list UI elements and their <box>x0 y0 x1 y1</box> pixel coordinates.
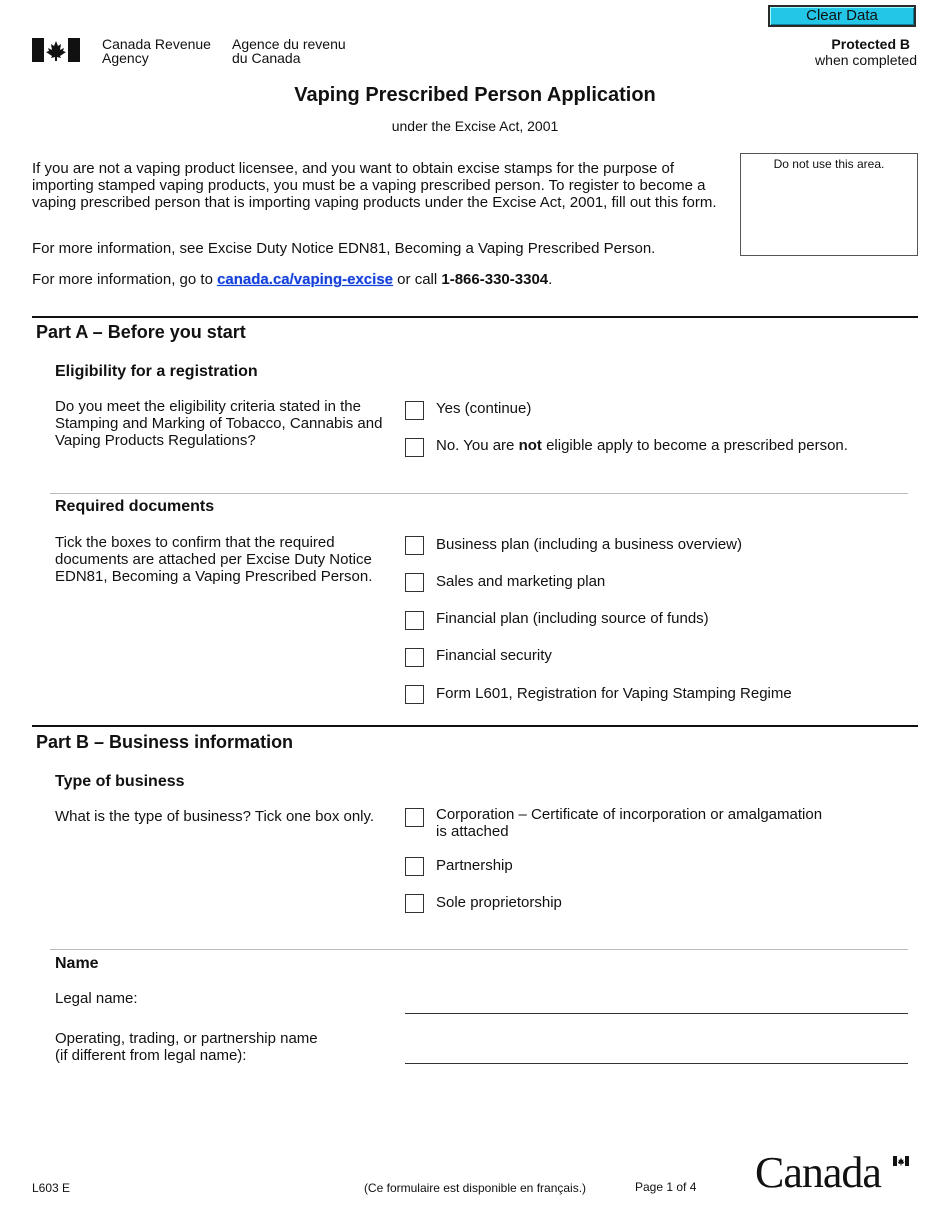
section-divider <box>50 493 908 494</box>
canada-wordmark: Canada <box>755 1148 881 1197</box>
when-completed-label: when completed <box>815 52 917 68</box>
dept-en-line1: Canada Revenue <box>102 36 211 52</box>
no-text-post: eligible apply to become a prescribed person. <box>541 437 848 454</box>
operating-name-label-line1: Operating, trading, or partnership name <box>55 1030 318 1047</box>
protected-label: Protected B <box>831 36 910 52</box>
edn-info-paragraph: For more information, see Excise Duty Notice EDN81, Becoming a Vaping Prescribed Person. <box>32 240 656 257</box>
operating-name-label-line2: (if different from legal name): <box>55 1047 247 1064</box>
eligibility-yes-label: Yes (continue) <box>436 400 532 417</box>
section-divider <box>50 949 908 950</box>
corporation-label <box>436 806 822 840</box>
sales-marketing-plan-label: Sales and marketing plan <box>436 573 606 590</box>
financial-security-checkbox[interactable] <box>405 648 424 667</box>
eligibility-yes-checkbox[interactable] <box>405 401 424 420</box>
part-a-divider <box>32 316 918 318</box>
required-documents-heading: Required documents <box>55 498 215 515</box>
business-plan-label: Business plan (including a business overview) <box>436 536 742 553</box>
wordmark-flag-icon <box>893 1156 909 1166</box>
partnership-checkbox[interactable] <box>405 857 424 876</box>
operating-name-label <box>55 1030 385 1064</box>
do-not-use-box: Do not use this area. <box>740 153 918 256</box>
type-of-business-heading: Type of business <box>55 773 185 790</box>
sales-marketing-plan-checkbox[interactable] <box>405 573 424 592</box>
contact-text-end: . <box>548 271 553 288</box>
legal-name-field[interactable] <box>405 1013 908 1014</box>
legal-name-label: Legal name: <box>55 990 138 1007</box>
french-availability-note: (Ce formulaire est disponible en français.) <box>363 1181 587 1195</box>
no-text-bold: not <box>518 437 542 454</box>
page-subtitle: under the Excise Act, 2001 <box>391 118 559 134</box>
phone-number: 1-866-330-3304 <box>441 271 549 288</box>
operating-name-field[interactable] <box>405 1063 908 1064</box>
contact-text-pre: For more information, go to <box>32 271 218 288</box>
form-l601-label: Form L601, Registration for Vaping Stamping Regime <box>436 685 792 702</box>
dept-en-line2: Agency <box>102 50 149 66</box>
canada-flag-icon <box>32 38 80 62</box>
form-l601-checkbox[interactable] <box>405 685 424 704</box>
intro-paragraph: If you are not a vaping product licensee, and you want to obtain excise stamps for the purpose of importing stamped vaping products, you must be a vaping prescribed person. To register to become a vaping prescribed person that is importing vaping products under the Excise Act, 2001, fill out this form. <box>32 160 717 211</box>
page-number: Page 1 of 4 <box>635 1180 697 1194</box>
eligibility-no-label <box>436 437 848 454</box>
department-name-french <box>232 37 346 65</box>
type-of-business-question: What is the type of business? Tick one box only. <box>55 808 375 825</box>
form-number: L603 E <box>32 1181 71 1195</box>
eligibility-no-checkbox[interactable] <box>405 438 424 457</box>
part-b-divider <box>32 725 918 727</box>
eligibility-question: Do you meet the eligibility criteria stated in the Stamping and Marking of Tobacco, Cannabis and Vaping Products Regulations? <box>55 398 383 449</box>
department-name-english <box>102 37 211 65</box>
part-b-title: Part B – Business information <box>36 732 294 752</box>
clear-data-button[interactable]: Clear Data <box>768 5 916 27</box>
part-a-title: Part A – Before you start <box>36 322 246 342</box>
corporation-label-line1: Corporation – Certificate of incorporation or amalgamation <box>436 806 823 823</box>
sole-proprietorship-checkbox[interactable] <box>405 894 424 913</box>
business-plan-checkbox[interactable] <box>405 536 424 555</box>
vaping-excise-link[interactable]: canada.ca/vaping-excise <box>217 271 394 288</box>
financial-plan-checkbox[interactable] <box>405 611 424 630</box>
page-title: Vaping Prescribed Person Application <box>294 84 656 106</box>
required-documents-question: Tick the boxes to confirm that the required documents are attached per Excise Duty Notice EDN81, Becoming a Vaping Prescribed Person. <box>55 534 373 585</box>
corporation-checkbox[interactable] <box>405 808 424 827</box>
eligibility-heading: Eligibility for a registration <box>55 363 258 380</box>
financial-plan-label: Financial plan (including source of funds) <box>436 610 709 627</box>
dept-fr-line2: du Canada <box>232 50 301 66</box>
contact-text-mid: or call <box>393 271 442 288</box>
sole-proprietorship-label: Sole proprietorship <box>436 894 562 911</box>
corporation-label-line2: is attached <box>436 823 509 840</box>
no-text-pre: No. You are <box>436 437 519 454</box>
partnership-label: Partnership <box>436 857 513 874</box>
contact-paragraph <box>32 271 552 288</box>
name-heading: Name <box>55 955 99 972</box>
financial-security-label: Financial security <box>436 647 552 664</box>
dept-fr-line1: Agence du revenu <box>232 36 346 52</box>
